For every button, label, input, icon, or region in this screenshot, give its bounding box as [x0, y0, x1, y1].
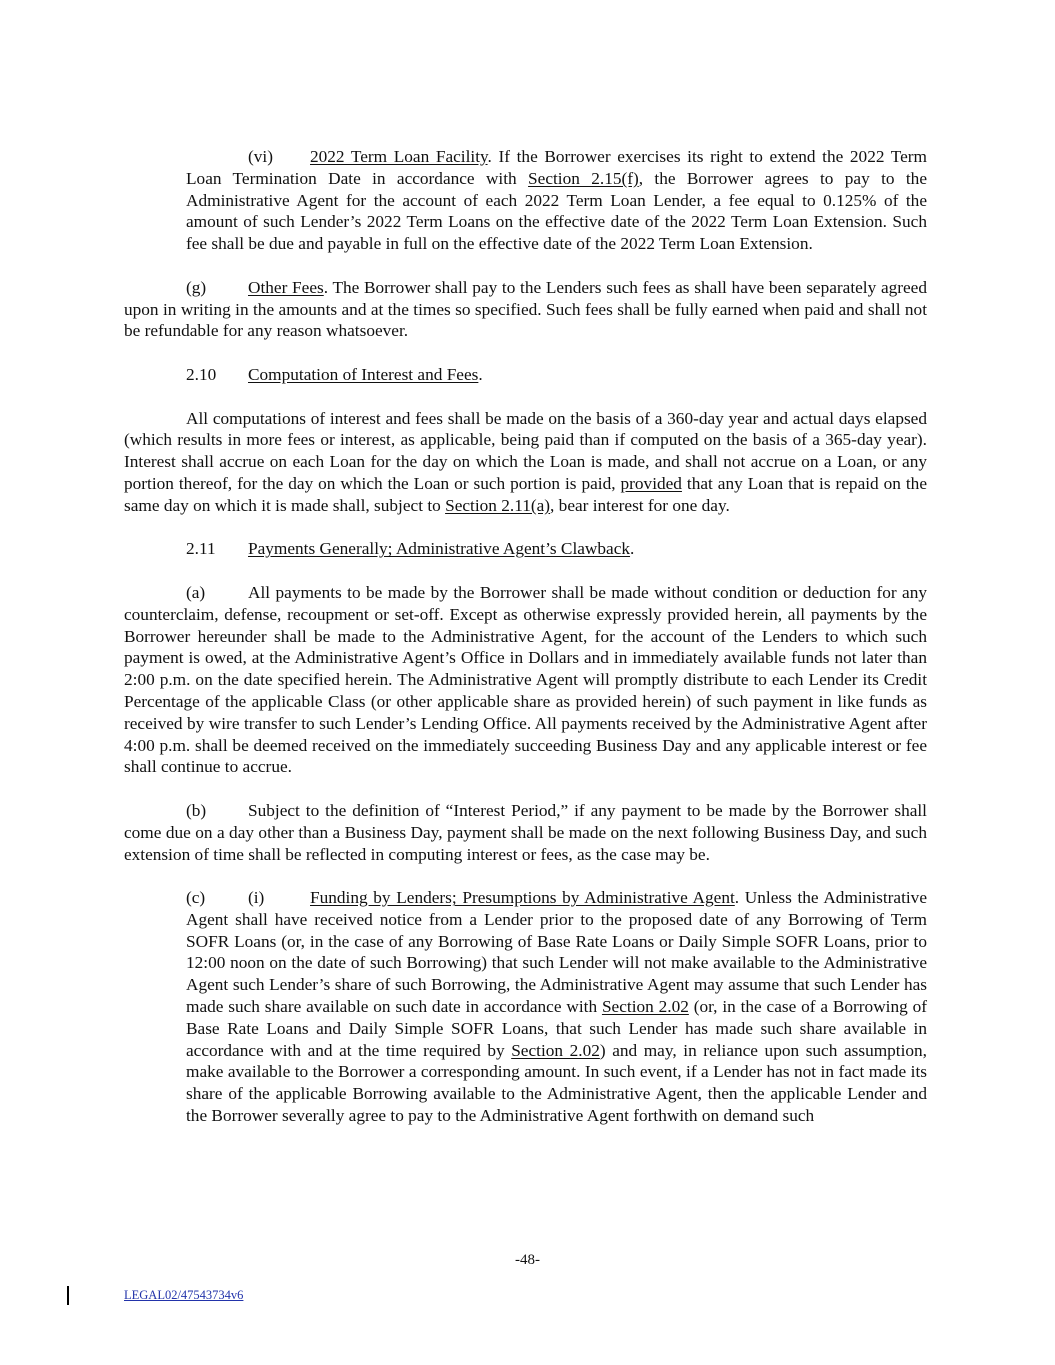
- paragraph-b-label: (b): [186, 800, 207, 820]
- section-2-10-title: Computation of Interest and Fees: [248, 364, 479, 384]
- paragraph-a-label: (a): [186, 582, 206, 602]
- paragraph-g-text: . The Borrower shall pay to the Lenders such fees as shall have been separately agreed upon in writing in the amounts and at the times so specified. Such fees shall be fully earned when paid and shall not be refundable for any reason whatsoever.: [124, 277, 927, 341]
- section-2-11a-reference: Section 2.11(a): [445, 495, 551, 515]
- paragraph-vi-text-continued: , the Borrower agrees to pay to the Administrative Agent for the account of each 2022 Term Loan Lender, a fee equal to 0.125% of the amount of such Lender’s 2022 Term Loans on the effective date of the 2022 Term Loan Extension. Such fee shall be due and payable in full on the effective date of the 2022 Term Loan Extension.: [186, 168, 927, 254]
- paragraph-computation-text-continued: that any Loan that is repaid on the same day on which it is made shall, subject to: [124, 473, 927, 515]
- paragraph-c-sublabel: (i): [248, 888, 265, 908]
- paragraph-vi-label: (vi): [248, 147, 273, 166]
- section-2-02-reference-second: Section 2.02: [511, 1040, 600, 1060]
- section-2-02-reference: Section 2.02: [601, 997, 689, 1017]
- section-2-11-number: 2.11: [186, 539, 216, 559]
- paragraph-g: [124, 277, 927, 342]
- section-2-15f-reference: Section 2.15(f): [528, 168, 639, 188]
- paragraph-vi-heading: 2022 Term Loan Facility: [310, 147, 488, 166]
- paragraph-computation: [124, 408, 927, 517]
- paragraph-c-text-end: ) and may, in reliance upon such assumption, make available to the Borrower a corresponding amount. In such event, if a Lender has not in fact made its share of the applicable Borrowing available to the Administrative Agent, then the applicable Lender and the Borrower severally agree to pay to the Administrative Agent forthwith on demand such: [186, 1040, 927, 1126]
- paragraph-c: [186, 887, 927, 1127]
- section-2-11-period: .: [630, 539, 635, 559]
- section-2-10-period: .: [478, 364, 483, 384]
- paragraph-c-text-continued: (or, in the case of a Borrowing of Base Rate Loans and Daily Simple SOFR Loans, that such Lender has made such share available in accordance with and at the time required by: [186, 997, 927, 1060]
- paragraph-vi-text: . If the Borrower exercises its right to extend the 2022 Term Loan Termination Date in accordance with: [186, 147, 928, 188]
- paragraph-c-heading: Funding by Lenders; Presumptions by Administrative Agent: [310, 888, 735, 908]
- document-body: [124, 146, 927, 1127]
- paragraph-computation-text-end: , bear interest for one day.: [550, 495, 730, 515]
- paragraph-b: [124, 800, 927, 865]
- revision-change-bar: [67, 1286, 69, 1305]
- paragraph-vi: [186, 146, 927, 255]
- document-id-link[interactable]: LEGAL02/47543734v6: [124, 1288, 244, 1302]
- paragraph-c-text: . Unless the Administrative Agent shall have received notice from a Lender prior to the proposed date of any Borrowing of Term SOFR Loans (or, in the case of any Borrowing of Base Rate Loans or Daily Simple SOFR Loans, prior to 12:00 noon on the date of such Borrowing) that such Lender will not make available to the Administrative Agent such Lender’s share of such Borrowing, the Administrative Agent may assume that such Lender has made such share available on such date in accordance with: [186, 888, 927, 1017]
- section-2-11-heading: [124, 538, 927, 560]
- paragraph-b-text: Subject to the definition of “Interest Period,” if any payment to be made by the Borrower shall come due on a day other than a Business Day, payment shall be made on the next following Business Day, and such extension of time shall be reflected in computing interest or fees, as the case may be.: [124, 800, 927, 864]
- paragraph-a: [124, 582, 927, 778]
- paragraph-g-label: (g): [186, 277, 207, 297]
- section-2-10-heading: [124, 364, 927, 386]
- page-number: -48-: [515, 1252, 540, 1268]
- paragraph-g-heading: Other Fees: [248, 277, 324, 297]
- section-2-10-number: 2.10: [186, 364, 217, 384]
- paragraph-computation-text: All computations of interest and fees shall be made on the basis of a 360-day year and actual days elapsed (which results in more fees or interest, as applicable, being paid than if computed on the basis of a 365-day year). Interest shall accrue on each Loan for the day on which the Loan is made, and shall not accrue on a Loan, or any portion thereof, for the day on which the Loan or such portion is paid,: [124, 408, 927, 493]
- paragraph-a-text: All payments to be made by the Borrower shall be made without condition or deduction for any counterclaim, defense, recoupment or set-off. Except as otherwise expressly provided herein, all payments by the Borrower hereunder shall be made to the Administrative Agent, for the account of the Lenders to which such payment is owed, at the Administrative Agent’s Office in Dollars and in immediately available funds not later than 2:00 p.m. on the date specified herein. The Administrative Agent will promptly distribute to each Lender its Credit Percentage of the applicable Class (or other applicable share as provided herein) of such payment in like funds as received by wire transfer to such Lender’s Lending Office. All payments received by the Administrative Agent after 4:00 p.m. shall be deemed received on the immediately succeeding Business Day and any applicable interest or fee shall continue to accrue.: [124, 582, 927, 777]
- provided-term: provided: [620, 473, 682, 493]
- section-2-11-title: Payments Generally; Administrative Agent’s Clawback: [248, 539, 631, 559]
- paragraph-c-label: (c): [186, 888, 206, 908]
